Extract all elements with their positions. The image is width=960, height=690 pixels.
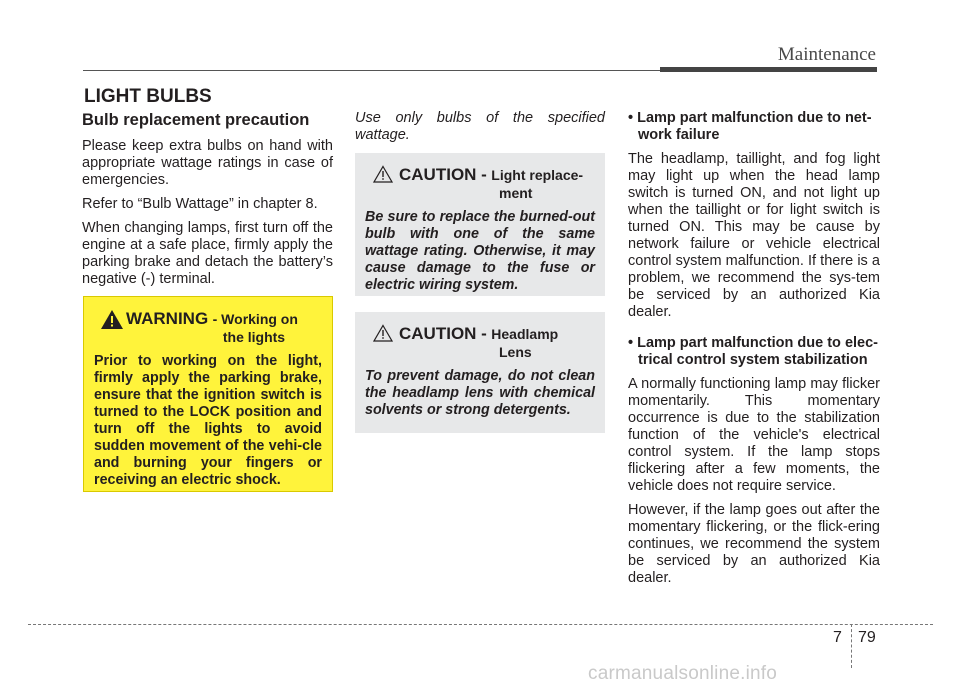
warning-subtitle-cont: the lights (222, 329, 286, 345)
paragraph: Please keep extra bulbs on hand with appropriate wattage ratings in case of emergencies. (82, 138, 333, 188)
warning-text: Prior to working on the light, firmly apply the parking brake, ensure that the ignition switch is turned to the LOCK position and turn off the lights to avoid sudden movement of the vehi-cle and burning your fingers or receiving an electric shock. (94, 353, 322, 488)
header-rule-accent (660, 67, 877, 72)
warning-subtitle: - Working on (212, 311, 298, 327)
paragraph: When changing lamps, first turn off the engine at a safe place, firmly apply the parking brake and detach the battery’s negative (-) terminal. (82, 220, 333, 287)
caution-subtitle: Light replace- (491, 167, 584, 183)
paragraph: A normally functioning lamp may flicker momentarily. This momentary occurrence is due to the stabilization function of the vehicle's electrical control system. If the lamp stops flickering after a few moments, the vehicle does not require service. (628, 376, 880, 494)
watermark: carmanualsonline.info (588, 663, 778, 684)
caution-box-headlamp-lens (355, 312, 605, 433)
column-left (82, 110, 333, 295)
page-number: 79 (858, 629, 876, 646)
caution-header (365, 324, 595, 360)
footer-divider (851, 624, 852, 668)
caution-box-light-replacement (355, 153, 605, 296)
caution-subtitle-cont: ment (499, 185, 533, 201)
column-right (628, 110, 880, 594)
paragraph: Refer to “Bulb Wattage” in chapter 8. (82, 196, 318, 212)
caution-label: CAUTION - (399, 324, 487, 343)
paragraph: The headlamp, taillight, and fog light may light up when the head lamp switch is turned ON, and not light up when the taillight or for light switch is turned ON. This may be cause by network failure or vehicle electrical control system malfunction. If there is a problem, we recommend the sys-tem be serviced by an authorized Kia dealer. (628, 151, 880, 320)
caution-header (365, 165, 595, 201)
header-rule (83, 70, 660, 71)
caution-triangle-icon (373, 324, 393, 347)
warning-box (83, 296, 333, 492)
footer-rule (28, 624, 933, 625)
section-title: LIGHT BULBS (84, 86, 212, 107)
page-header-title: Maintenance (777, 44, 876, 65)
caution-subtitle-cont: Lens (499, 344, 532, 360)
paragraph: However, if the lamp goes out after the momentary flickering, or the flick-ering continues, we recommend the system be serviced by an authorized Kia dealer. (628, 502, 880, 586)
bullet-heading: • Lamp part malfunction due to net-work failure (628, 110, 872, 143)
warning-triangle-icon (100, 309, 124, 335)
column-middle (355, 110, 605, 151)
paragraph: Use only bulbs of the specified wattage. (355, 110, 605, 143)
bullet-heading: • Lamp part malfunction due to elec-trical control system stabilization (628, 335, 878, 368)
caution-triangle-icon (373, 165, 393, 188)
caution-text: Be sure to replace the burned-out bulb with one of the same wattage rating. Otherwise, it may cause damage to the fuse or electric wiring system. (365, 209, 595, 293)
warning-header (94, 309, 322, 345)
chapter-number: 7 (833, 629, 842, 646)
caution-text: To prevent damage, do not clean the headlamp lens with chemical solvents or strong detergents. (365, 368, 595, 418)
subsection-heading: Bulb replacement precaution (82, 111, 310, 129)
caution-label: CAUTION - (399, 165, 487, 184)
warning-label: WARNING (126, 309, 209, 328)
caution-subtitle: Headlamp (491, 326, 559, 342)
